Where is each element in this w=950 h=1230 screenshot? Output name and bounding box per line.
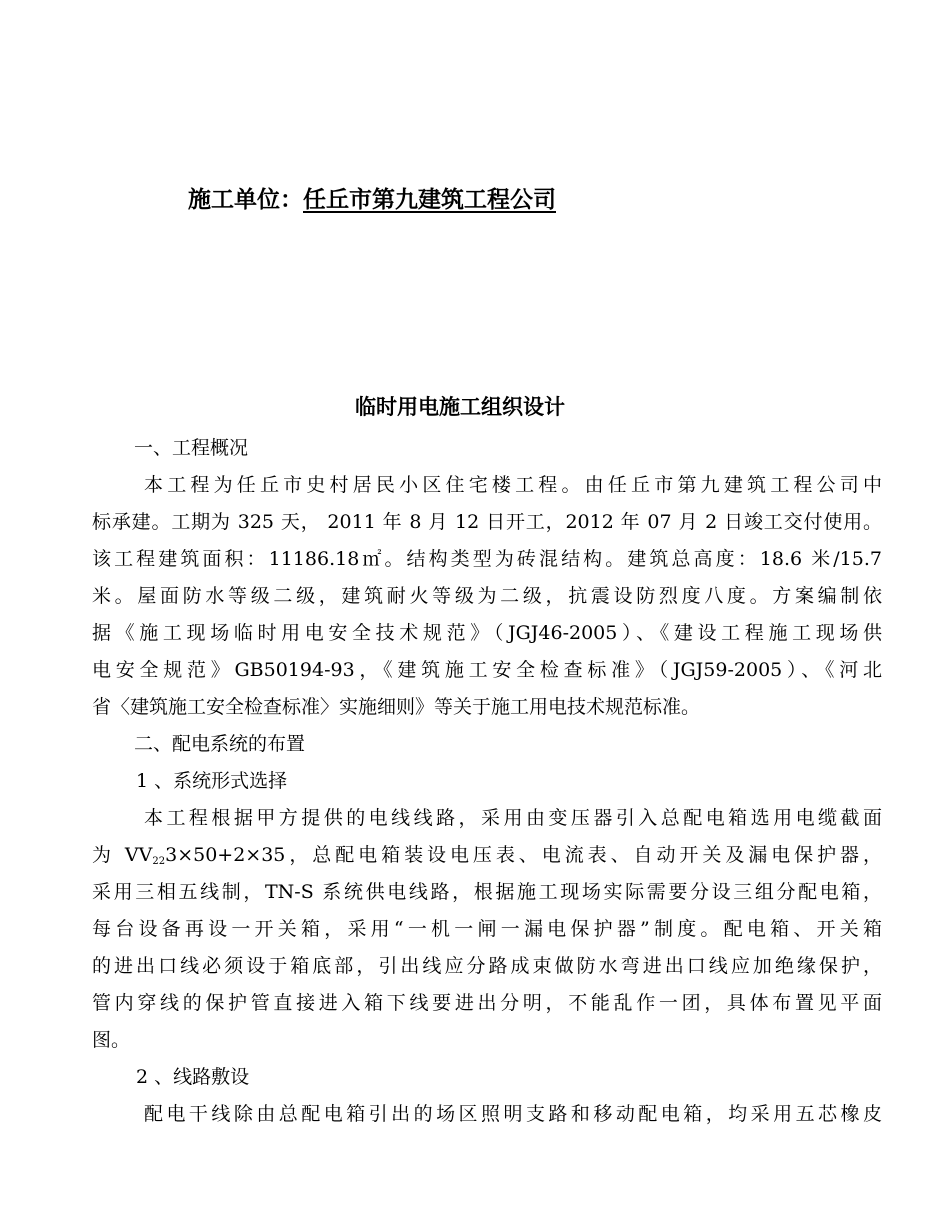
paragraph-line: 采用三相五线制，TN-S 系统供电线路，根据施工现场实际需要分设三组分配电箱， [92, 881, 882, 903]
paragraph-line: 的进出口线必须设于箱底部，引出线应分路成束做防水弯进出口线应加绝缘保护， [92, 955, 882, 977]
subsection-heading-line-laying: 2 、线路敷设 [136, 1066, 250, 1088]
paragraph-line: 每台设备再设一开关箱，采用“一机一闸一漏电保护器”制度。配电箱、开关箱 [92, 918, 882, 940]
cable-spec-prefix: 为 VV [92, 844, 153, 866]
cable-spec-subscript: 22 [152, 856, 166, 867]
paragraph-line: 本工程根据甲方提供的电线线路，采用由变压器引入总配电箱选用电缆截面 [144, 807, 882, 829]
unit-name: 任丘市第九建筑工程公司 [303, 187, 556, 213]
paragraph-line: 本工程为任丘市史村居民小区住宅楼工程。由任丘市第九建筑工程公司中 [144, 474, 882, 496]
paragraph-line: 米。屋面防水等级二级，建筑耐火等级为二级，抗震设防烈度八度。方案编制依 [92, 585, 882, 607]
document-body [92, 430, 882, 1133]
cable-spec-rest: 3×50+2×35，总配电箱装设电压表、电流表、自动开关及漏电保护器， [165, 844, 882, 866]
paragraph-line: 标承建。工期为 325 天， 2011 年 8 月 12 日开工，2012 年 07 月 2 日竣工交付使用。 [92, 511, 882, 533]
paragraph-line: 配电干线除由总配电箱引出的场区照明支路和移动配电箱，均采用五芯橡皮 [144, 1103, 882, 1125]
paragraph-line: 管内穿线的保护管直接进入箱下线要进出分明，不能乱作一团，具体布置见平面 [92, 992, 882, 1014]
document-title: 临时用电施工组织设计 [355, 395, 565, 419]
subsection-heading-system-form: 1 、系统形式选择 [136, 770, 288, 792]
paragraph-line [92, 837, 882, 874]
paragraph-line: 该工程建筑面积：11186.18㎡。结构类型为砖混结构。建筑总高度：18.6 米/15.7 [92, 548, 882, 570]
section-heading-overview: 一、工程概况 [134, 437, 249, 459]
paragraph-line: 图。 [92, 1029, 131, 1051]
paragraph-line: 电安全规范》GB50194-93，《建筑施工安全检查标准》（JGJ59-2005）、《河北 [92, 659, 882, 681]
paragraph-line: 省〈建筑施工安全检查标准〉实施细则》等关于施工用电技术规范标准。 [92, 696, 701, 718]
section-heading-distribution: 二、配电系统的布置 [134, 733, 306, 755]
unit-label: 施工单位： [188, 187, 303, 213]
construction-unit-line [188, 182, 556, 218]
paragraph-line: 据《施工现场临时用电安全技术规范》（JGJ46-2005）、《建设工程施工现场供 [92, 622, 882, 644]
